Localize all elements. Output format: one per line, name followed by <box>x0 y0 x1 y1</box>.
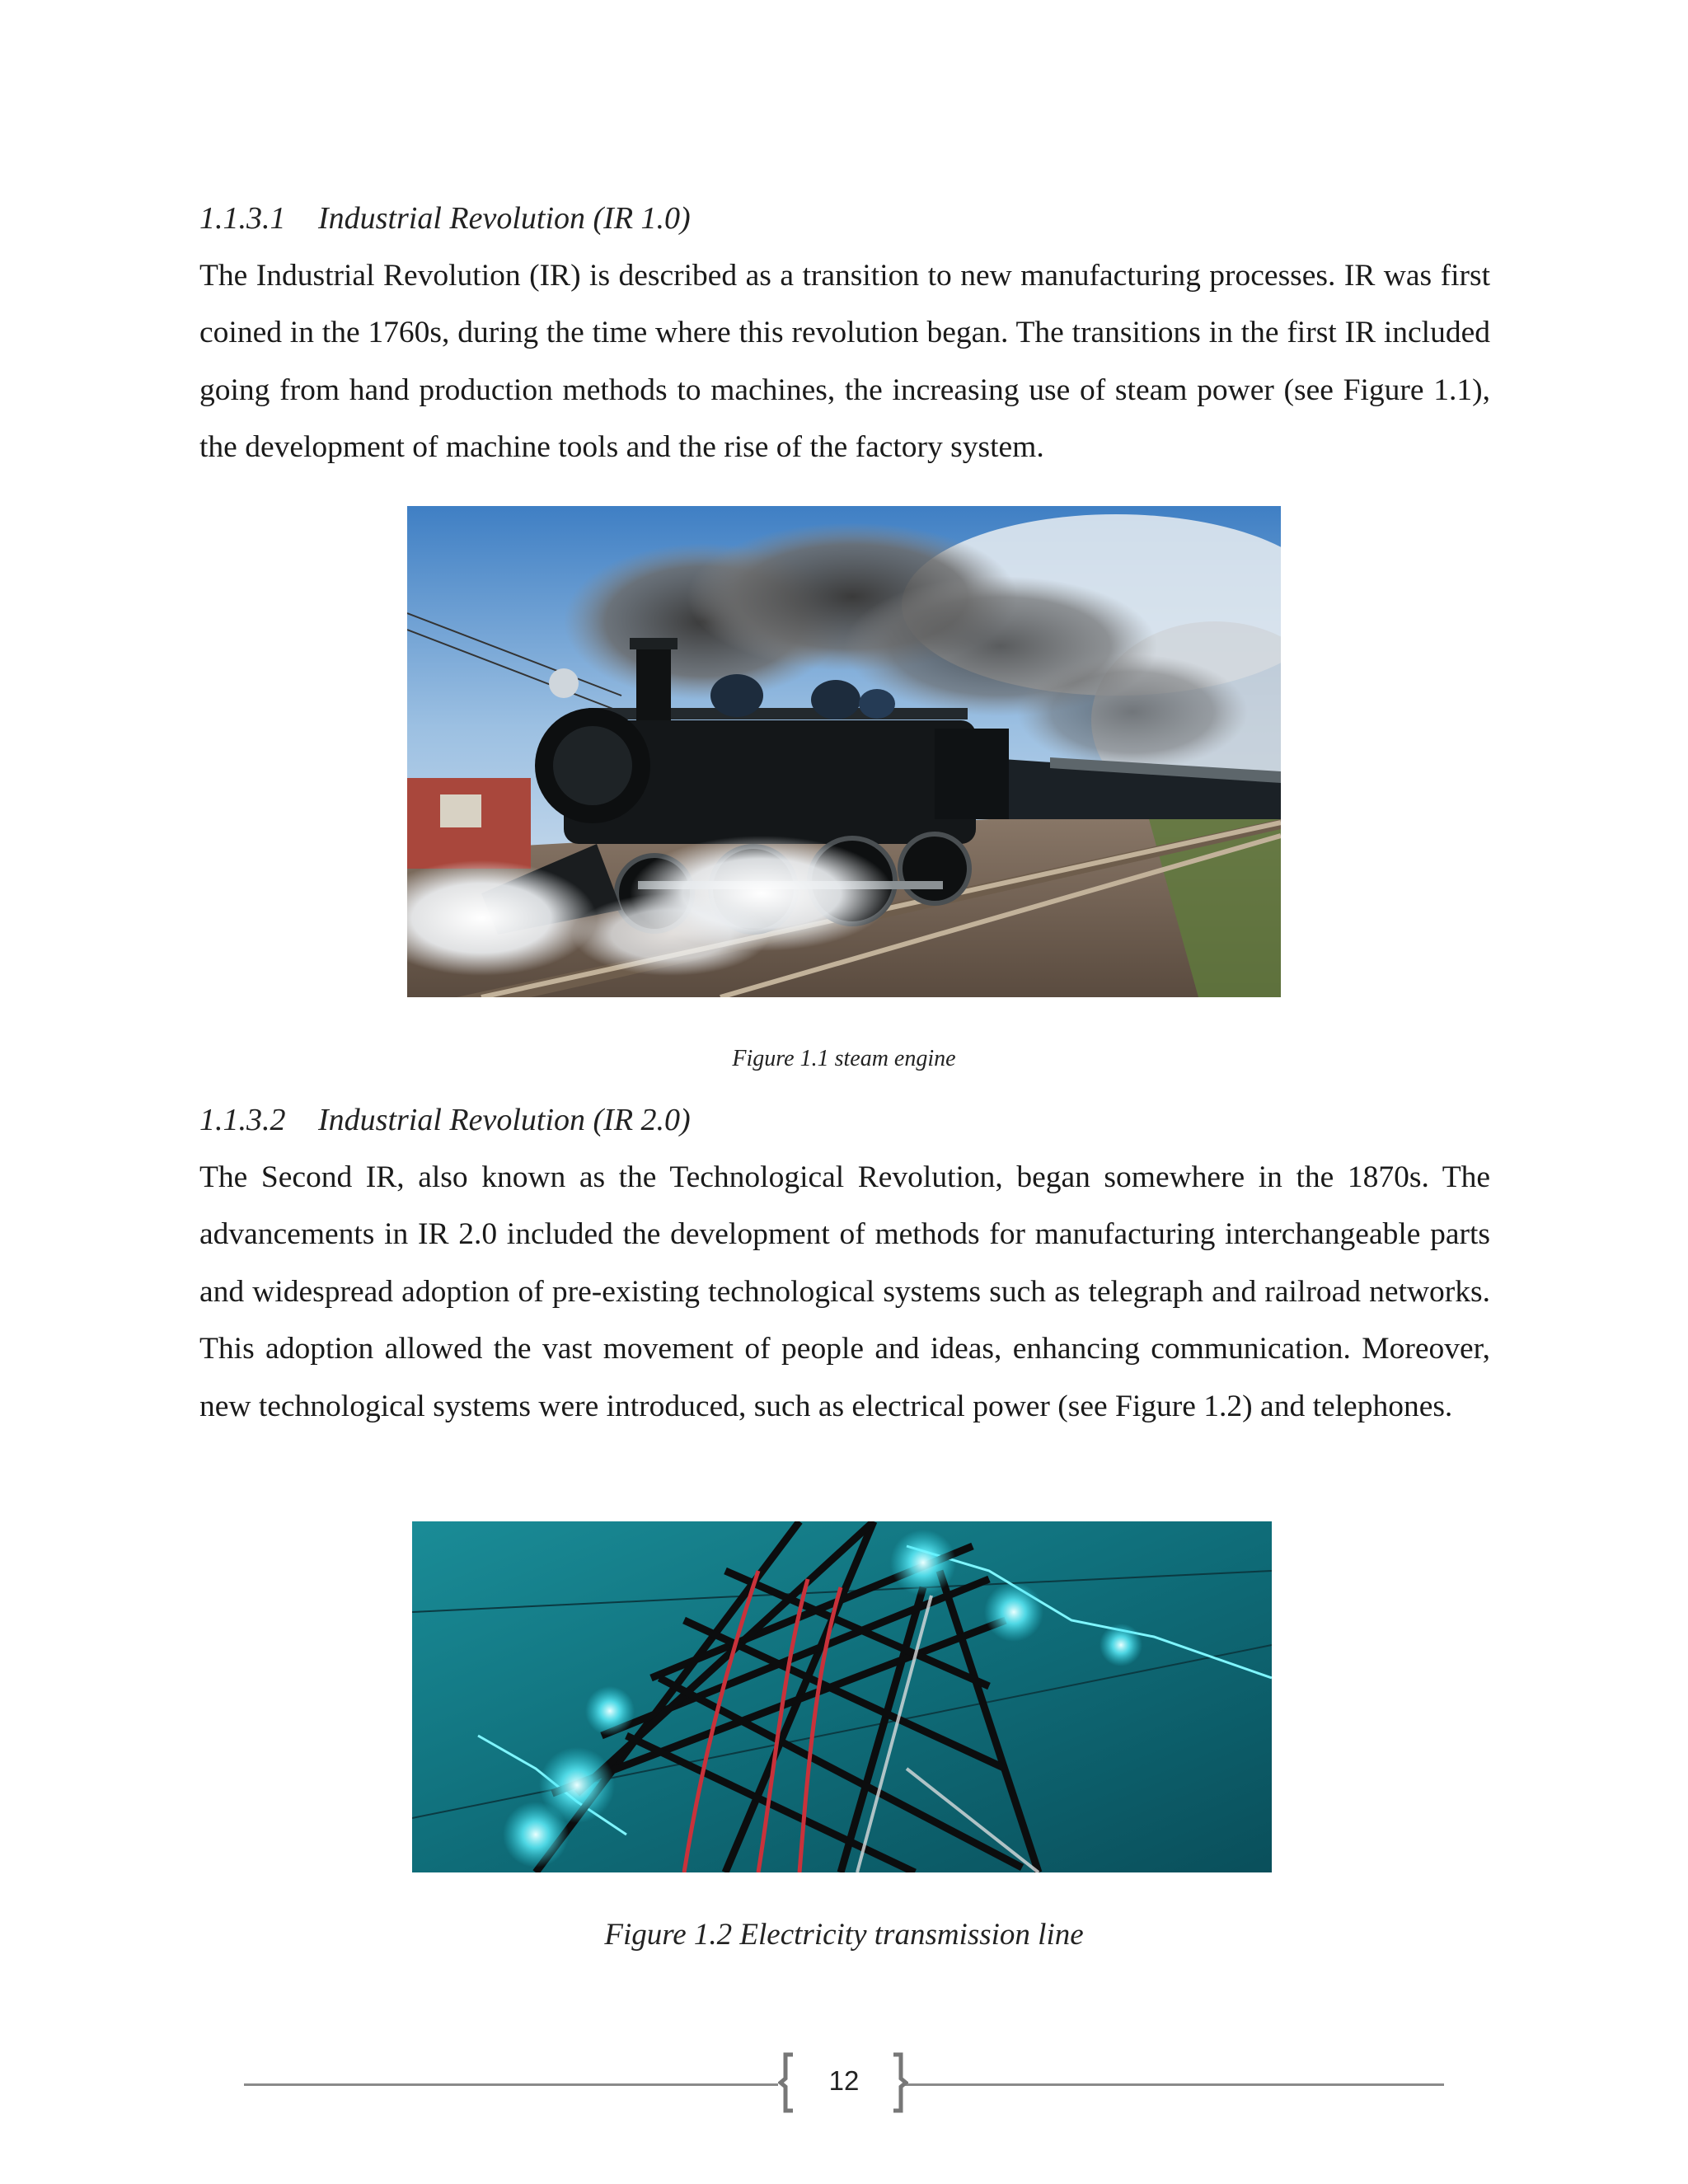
section-body-ir1: The Industrial Revolution (IR) is described as a transition to new manufacturing processes. IR was first coined in the 1760s, during the time where this revolution began. The transitions in the first IR included going from hand production methods to machines, the increasing use of steam power (see Figure 1.1), the development of machine tools and the rise of the factory system. <box>199 259 1490 465</box>
section-heading-ir2 <box>199 1102 691 1138</box>
section-title: Industrial Revolution (IR 1.0) <box>318 201 691 236</box>
footer-rule-right <box>905 2083 1444 2086</box>
page-number: 12 <box>828 2065 860 2096</box>
steam-engine-image <box>407 506 1281 997</box>
transmission-tower-image <box>412 1521 1272 1872</box>
section-body-ir2: The Second IR, also known as the Technological Revolution, began somewhere in the 1870s. The advancements in IR 2.0 included the development of methods for manufacturing interchangeable parts and widespread adoption of pre-existing technological systems such as telegraph and railroad networks. This adoption allowed the vast movement of people and ideas, enhancing communication. Moreover, new technological systems were introduced, such as electrical power (see Figure 1.2) and telephones. <box>199 1160 1490 1423</box>
right-brace-icon <box>890 2052 908 2113</box>
section-number: 1.1.3.2 <box>199 1103 286 1137</box>
section-number: 1.1.3.1 <box>199 201 286 236</box>
section-heading-ir1 <box>199 200 691 237</box>
left-brace-icon <box>778 2052 796 2113</box>
figure-caption-1-1: Figure 1.1 steam engine <box>732 1046 956 1071</box>
figure-caption-1-2: Figure 1.2 Electricity transmission line <box>604 1918 1084 1952</box>
footer-rule-left <box>244 2083 778 2086</box>
section-title: Industrial Revolution (IR 2.0) <box>318 1103 691 1137</box>
